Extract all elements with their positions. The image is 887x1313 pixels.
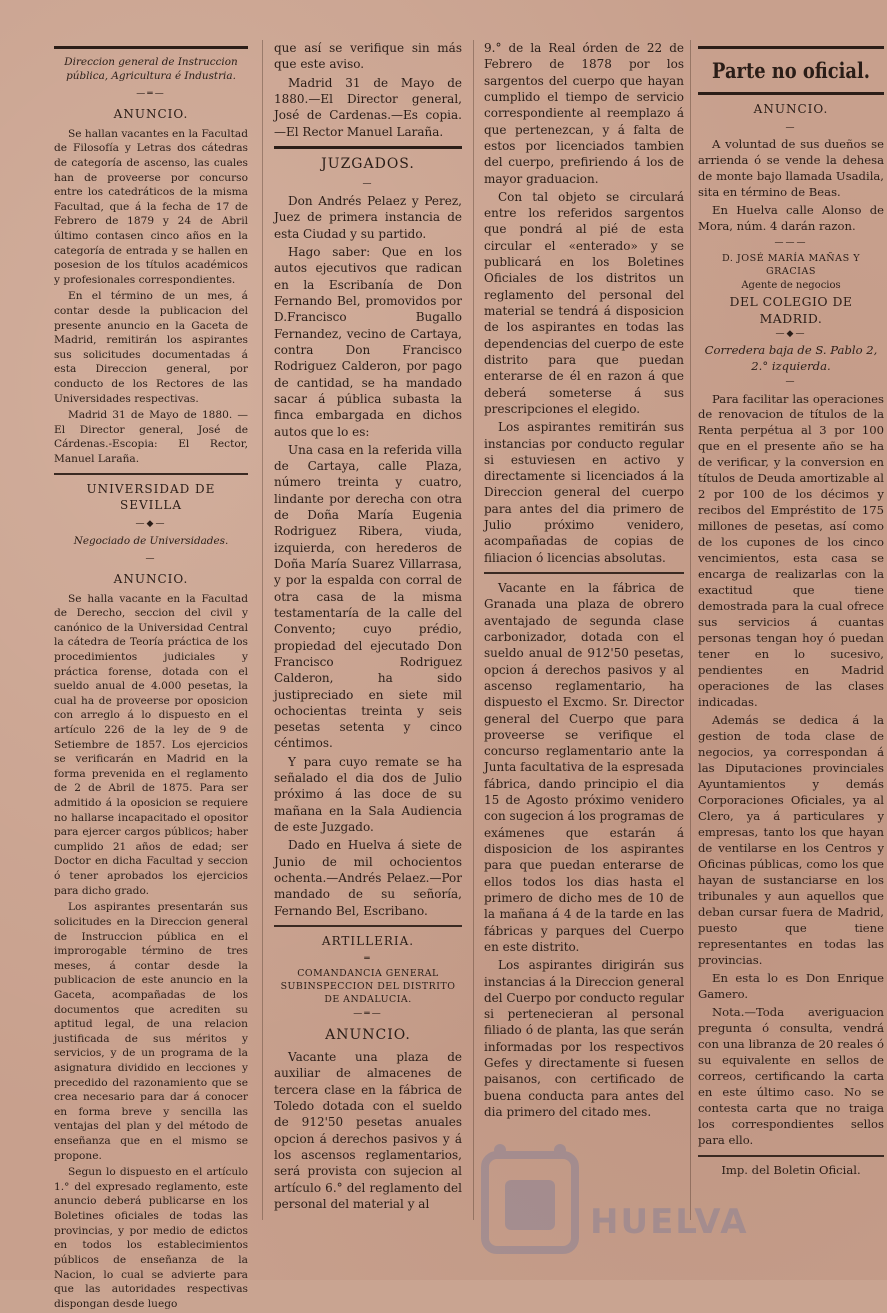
rule: [698, 46, 884, 49]
column-divider: [262, 40, 263, 1220]
signature: Madrid 31 de Mayo de 1880. —El Director general, José de Cárdenas.-Escopia: El Rector, Manuel Laraña.: [54, 409, 248, 466]
agent-role: Agente de negocios: [741, 279, 841, 291]
ornament: —: [362, 178, 374, 189]
ornament: —: [785, 377, 797, 388]
rule: [54, 46, 248, 49]
paragraph: que así se verifique sin más que este aviso.: [274, 41, 462, 72]
paragraph: 9.° de la Real órden de 22 de Febrero de 1878 por los sargentos del cuerpo que hayan cumplido el tiempo de servicio correspondiente al reemplazo á que pertenezcan, y á falta de estos por licenciados tambien del cuerpo, prefiriendo á los de mayor graduacion.: [484, 41, 684, 186]
column-2: [274, 40, 462, 1214]
column-4: [698, 40, 884, 1179]
rule: [274, 925, 462, 927]
agent-address: Corredera baja de S. Pablo 2, 2.° izquierda.: [704, 343, 878, 374]
paragraph: Vacante en la fábrica de Granada una plaza de obrero aventajado de segunda clase carbonizador, dotada con el sueldo anual de 912'50 pesetas, opcion á derechos pasivos y al ascenso reglamentario, ha dispuesto el Excmo. Sr. Director general del Cuerpo que para proveerse se verifique el concurso reglamentario ante la Junta facultativa de la espresada fábrica, dando principio el dia 15 de Agosto próximo venidero con sugecion á los programas de exámenes que estarán á disposicion de los aspirantes para que puedan enterarse de ellos todos los dias hasta el primero de dicho mes de 10 de la mañana á 4 de la tarde en las fábricas y parques del Cuerpo en este distrito.: [484, 581, 684, 954]
agent-college: DEL COLEGIO DE MADRID.: [729, 293, 853, 326]
agent-name: D. JOSÉ MARÍA MAÑAS Y GRACIAS: [721, 253, 861, 278]
rule: [698, 1155, 884, 1157]
imprint: Imp. del Boletin Oficial.: [721, 1162, 861, 1177]
column-divider: [473, 40, 474, 1220]
anuncio-title: ANUNCIO.: [325, 1027, 411, 1044]
paragraph: En Huelva calle Alonso de Mora, núm. 4 darán razon.: [698, 202, 884, 233]
paragraph: Con tal objeto se circulará entre los referidos sargentos que pondrá al pié de esta circular el «enterado» y se publicará en los Boletines Oficiales de los distritos un reglamento del personal del material se tendrá á disposicion de los aspirantes en todas las dependencias del cuerpo de este distrito para que puedan enterarse de él en razon á que deberá someterse á sus prescripciones el elegido.: [484, 189, 684, 416]
ornament: ———: [774, 237, 808, 248]
library-watermark: [480, 1130, 749, 1270]
paragraph: Dado en Huelva á siete de Junio de mil ochocientos ochenta.—Andrés Pelaez.—Por mandado de su señoría, Fernando Bel, Escribano.: [274, 838, 462, 918]
paragraph: Y para cuyo remate se ha señalado el dia dos de Julio próximo á las doce de su mañana en la Sala Audiencia de este Juzgado.: [274, 754, 462, 835]
column-3: [484, 40, 684, 1122]
paragraph: Una casa en la referida villa de Cartaya, calle Plaza, número treinta y cuatro, lindante por derecha con otra de Doña María Eugenia Rodriguez Ribera, viuda, izquierda, con herederos de Doña María Suarez Villarrasa, y por la espalda con corral de otra casa de la misma testamentaría de la calle del Convento; cuyo prédio, propiedad del ejecutado Don Francisco Rodriguez Calderon, ha sido justipreciado en siete mil ochocientas treinta y seis pesetas setenta y cinco céntimos.: [274, 442, 462, 751]
artilleria-title: ARTILLERIA.: [321, 933, 415, 948]
anuncio-title: ANUNCIO.: [753, 101, 829, 116]
ornament: —◆—: [135, 518, 167, 529]
rule: [484, 572, 684, 574]
library-seal-icon: [480, 1140, 580, 1260]
negociado-header: Negociado de Universidades.: [73, 535, 229, 548]
rule: [54, 473, 248, 475]
juzgados-title: JUZGADOS.: [321, 155, 415, 172]
paragraph: En el término de un mes, á contar desde la publicacion del presente anuncio en la Gaceta de Madrid, remitirán los aspirantes sus solicitudes documentadas á esta Direccion general, por conducto de los Rectores de las Universidades respectivas.: [54, 290, 248, 405]
paragraph: A voluntad de sus dueños se arrienda ó se vende la dehesa de monte bajo llamada Usadila, sita en término de Beas.: [698, 136, 884, 199]
paragraph: Se hallan vacantes en la Facultad de Filosofía y Letras dos cátedras de categoría de ascenso, las cuales han de proveerse por concurso entre los catedráticos de la misma Facultad, que á la fecha de 17 de Febrero de 1879 y 24 de Abril último contasen cinco años en la categoría de entrada y se hallen en posesion de los títulos académicos y profesionales correspondientes.: [54, 127, 248, 286]
paragraph: Para facilitar las operaciones de renovacion de títulos de la Renta perpétua al 3 por 100 que en el presente año se ha de verificar, y la conversion en títulos de Deuda amortizable al 2 por 100 de los décimos y recibos del Empréstito de 175 millones de pesetas, así como de los cupones de los cinco vencimientos, esta casa se encarga de realizarlas con la exactitud que tiene demostrada para la cual ofrece sus servicios á cuantas personas tengan hoy ó puedan tener en lo sucesivo, pendientes en Madrid operaciones de las clases indicadas.: [698, 391, 884, 710]
ornament: ═: [364, 954, 372, 965]
ornament: —: [785, 122, 797, 133]
university-title: UNIVERSIDAD DE SEVILLA: [86, 481, 216, 513]
ornament: —═—: [136, 88, 166, 99]
paragraph: En esta lo es Don Enrique Gamero.: [698, 970, 884, 1001]
ornament: —═—: [353, 1008, 383, 1019]
judge-intro: Don Andrés Pelaez y Perez, Juez de primera instancia de esta Ciudad y su partido.: [274, 194, 462, 241]
column-1: [54, 40, 248, 1313]
comandancia-header: COMANDANCIA GENERAL SUBINSPECCION DEL DISTRITO DE ANDALUCIA.: [280, 968, 456, 1005]
paragraph: Los aspirantes dirigirán sus instancias á la Direccion general del Cuerpo por conducto regular si pertenecieran al personal filiado ó de planta, las que serán informadas por los respectivos Gefes y directamente si fuesen paisanos, con certificado de buena conducta para antes del dia primero del citado mes.: [484, 958, 685, 1119]
section-header: Direccion general de Instruccion pública, Agricultura é Industria.: [64, 56, 238, 83]
paragraph: Hago saber: Que en los autos ejecutivos que radican en la Escribanía de Don Fernando Bel, promovidos por D.Francisco Bugallo Fernandez, vecino de Cartaya, contra Don Francisco Rodriguez Calderon, por pago de cantidad, se ha mandado sacar á pública subasta la finca embargada en dichos autos que lo es:: [274, 245, 462, 439]
paragraph: Los aspirantes presentarán sus solicitudes en la Direccion general de Instruccion pública en el improrogable término de tres meses, á contar desde la publicacion de este anuncio en la Gaceta, acompañadas de los documentos que acrediten su aptitud legal, de una relacion justificada de sus méritos y servicios, y de un programa de la asignatura dividido en lecciones y precedido del razonamiento que se crea necesario para dar á conocer en forma breve y sencilla las ventajas del plan y del método de enseñanza que en el mismo se propone.: [54, 901, 248, 1162]
rule: [698, 92, 884, 95]
paragraph: Nota.—Toda averiguacion pregunta ó consulta, vendrá con una libranza de 20 reales ó su equivalente en sellos de correos, certificando la carta en este último caso. No se contesta carta que no traiga los correspondientes sellos para ello.: [698, 1004, 884, 1147]
watermark-text: HUELVA: [590, 1202, 749, 1242]
signature: Madrid 31 de Mayo de 1880.—El Director general, José de Cardenas.—Es copia.—El Rector Manuel Laraña.: [274, 75, 462, 139]
paragraph: Se halla vacante en la Facultad de Derecho, seccion del civil y canónico de la Universidad Central la cátedra de Teoría práctica de los procedimientos judiciales y práctica forense, dotada con el sueldo anual de 4.000 pesetas, la cual ha de proveerse por oposicion con arreglo á lo dispuesto en el artículo 226 de la ley de 9 de Setiembre de 1857. Los ejercicios se verificarán en Madrid en la forma prevenida en el reglamento de 2 de Abril de 1875. Para ser admitido á la oposicion se requiere no hallarse incapacitado el opositor para ejercer cargos públicos; haber cumplido 21 años de edad; ser Doctor en dicha Facultad y seccion ó tener aprobados los ejercicios para dicho grado.: [54, 592, 248, 897]
paragraph: Los aspirantes remitirán sus instancias por conducto regular si estuviesen en activo y directamente si licenciados á la Direccion general del cuerpo para antes del dia primero de Julio próximo venidero, acompañadas de copias de filiacion ó licencias absolutas.: [484, 420, 684, 565]
rule: [274, 146, 462, 149]
column-divider: [690, 40, 691, 1220]
ornament: —: [145, 553, 157, 564]
anuncio-title: ANUNCIO.: [113, 571, 189, 586]
section-title: Parte no oficial.: [712, 58, 870, 83]
paragraph: Vacante una plaza de auxiliar de almacenes de tercera clase en la fábrica de Toledo dotada con el sueldo de 912'50 pesetas anuales opcion á derechos pasivos y á los ascensos reglamentarios, será provista con sujecion al artículo 6.° del reglamento del personal del material y al: [274, 1050, 462, 1211]
ornament: —◆—: [775, 328, 807, 339]
paragraph: Además se dedica á la gestion de toda clase de negocios, ya correspondan á las Diputaciones provinciales Ayuntamientos y demás Corporaciones Oficiales, ya al Clero, ya á particulares y empresas, tanto los que hayan de ventilarse en los Centros y Oficinas públicas, como los que hayan de sustanciarse en los tribunales y aun aquellos que deban cursar fuera de Madrid, puesto que tiene representantes en todas las provincias.: [698, 713, 884, 967]
paragraph: Segun lo dispuesto en el artículo 1.° del expresado reglamento, este anuncio deberá publicarse en los Boletines oficiales de todas las provincias, y por medio de edictos en todos los establecimientos públicos de enseñanza de la Nacion, lo cual se advierte para que las autoridades respectivas dispongan desde luego: [54, 1166, 248, 1310]
anuncio-title: ANUNCIO.: [113, 107, 189, 122]
